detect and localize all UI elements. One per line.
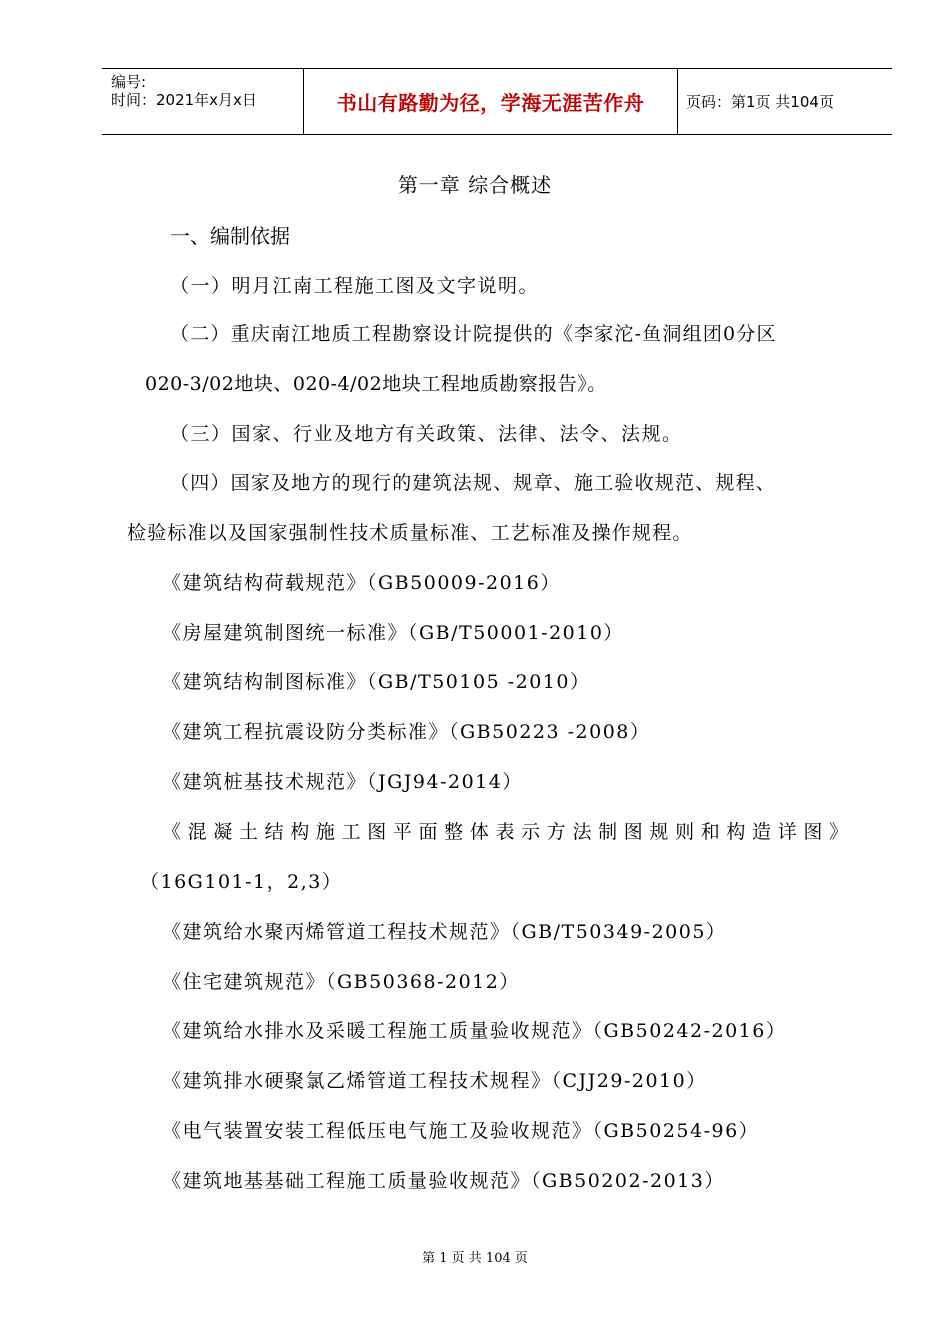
header-page-label: 页码：第1页 共104页 bbox=[686, 93, 834, 111]
standard-item: 《电气装置安装工程低压电气施工及验收规范》（GB50254-96） bbox=[162, 1120, 760, 1142]
document-time-label: 时间：2021年x月x日 bbox=[111, 91, 257, 109]
standard-item-cont: （16G101-1，2,3） bbox=[140, 871, 343, 893]
section-heading: 一、编制依据 bbox=[170, 224, 290, 248]
page-header bbox=[102, 68, 892, 135]
paragraph-item-3: （三）国家、行业及地方有关政策、法律、法令、法规。 bbox=[170, 423, 683, 445]
paragraph-item-2-cont: 020-3/02地块、020-4/02地块工程地质勘察报告》。 bbox=[145, 373, 607, 395]
paragraph-item-2: （二）重庆南江地质工程勘察设计院提供的《李家沱-鱼洞组团0分区 bbox=[170, 323, 777, 345]
standard-item: 《建筑桩基技术规范》（JGJ94-2014） bbox=[162, 771, 523, 793]
standard-item: 《建筑给水排水及采暖工程施工质量验收规范》（GB50242-2016） bbox=[162, 1020, 787, 1042]
standard-item: 《混凝土结构施工图平面整体表示方法制图规则和构造详图》 bbox=[162, 821, 850, 843]
header-motto: 书山有路勤为径，学海无涯苦作舟 bbox=[304, 69, 678, 134]
standard-item: 《建筑工程抗震设防分类标准》（GB50223 -2008） bbox=[162, 721, 651, 743]
standard-item: 《建筑结构荷载规范》（GB50009-2016） bbox=[162, 572, 561, 594]
paragraph-item-1: （一）明月江南工程施工图及文字说明。 bbox=[170, 275, 540, 297]
standard-item: 《房屋建筑制图统一标准》（GB/T50001-2010） bbox=[162, 622, 624, 644]
header-meta bbox=[102, 69, 304, 134]
document-number-label: 编号: bbox=[111, 73, 147, 91]
standard-item: 《建筑给水聚丙烯管道工程技术规范》（GB/T50349-2005） bbox=[162, 921, 727, 943]
page-footer: 第 1 页 共 104 页 bbox=[422, 1251, 528, 1266]
paragraph-item-4: （四）国家及地方的现行的建筑法规、规章、施工验收规范、规程、 bbox=[170, 472, 777, 494]
paragraph-item-4-cont: 检验标准以及国家强制性技术质量标准、工艺标准及操作规程。 bbox=[127, 522, 693, 544]
chapter-title: 第一章 综合概述 bbox=[397, 173, 553, 197]
standard-item: 《建筑地基基础工程施工质量验收规范》（GB50202-2013） bbox=[162, 1170, 725, 1192]
standard-item: 《住宅建筑规范》（GB50368-2012） bbox=[162, 971, 520, 993]
standard-item: 《建筑排水硬聚氯乙烯管道工程技术规程》（CJJ29-2010） bbox=[162, 1070, 707, 1092]
standard-item: 《建筑结构制图标准》（GB/T50105 -2010） bbox=[162, 671, 591, 693]
